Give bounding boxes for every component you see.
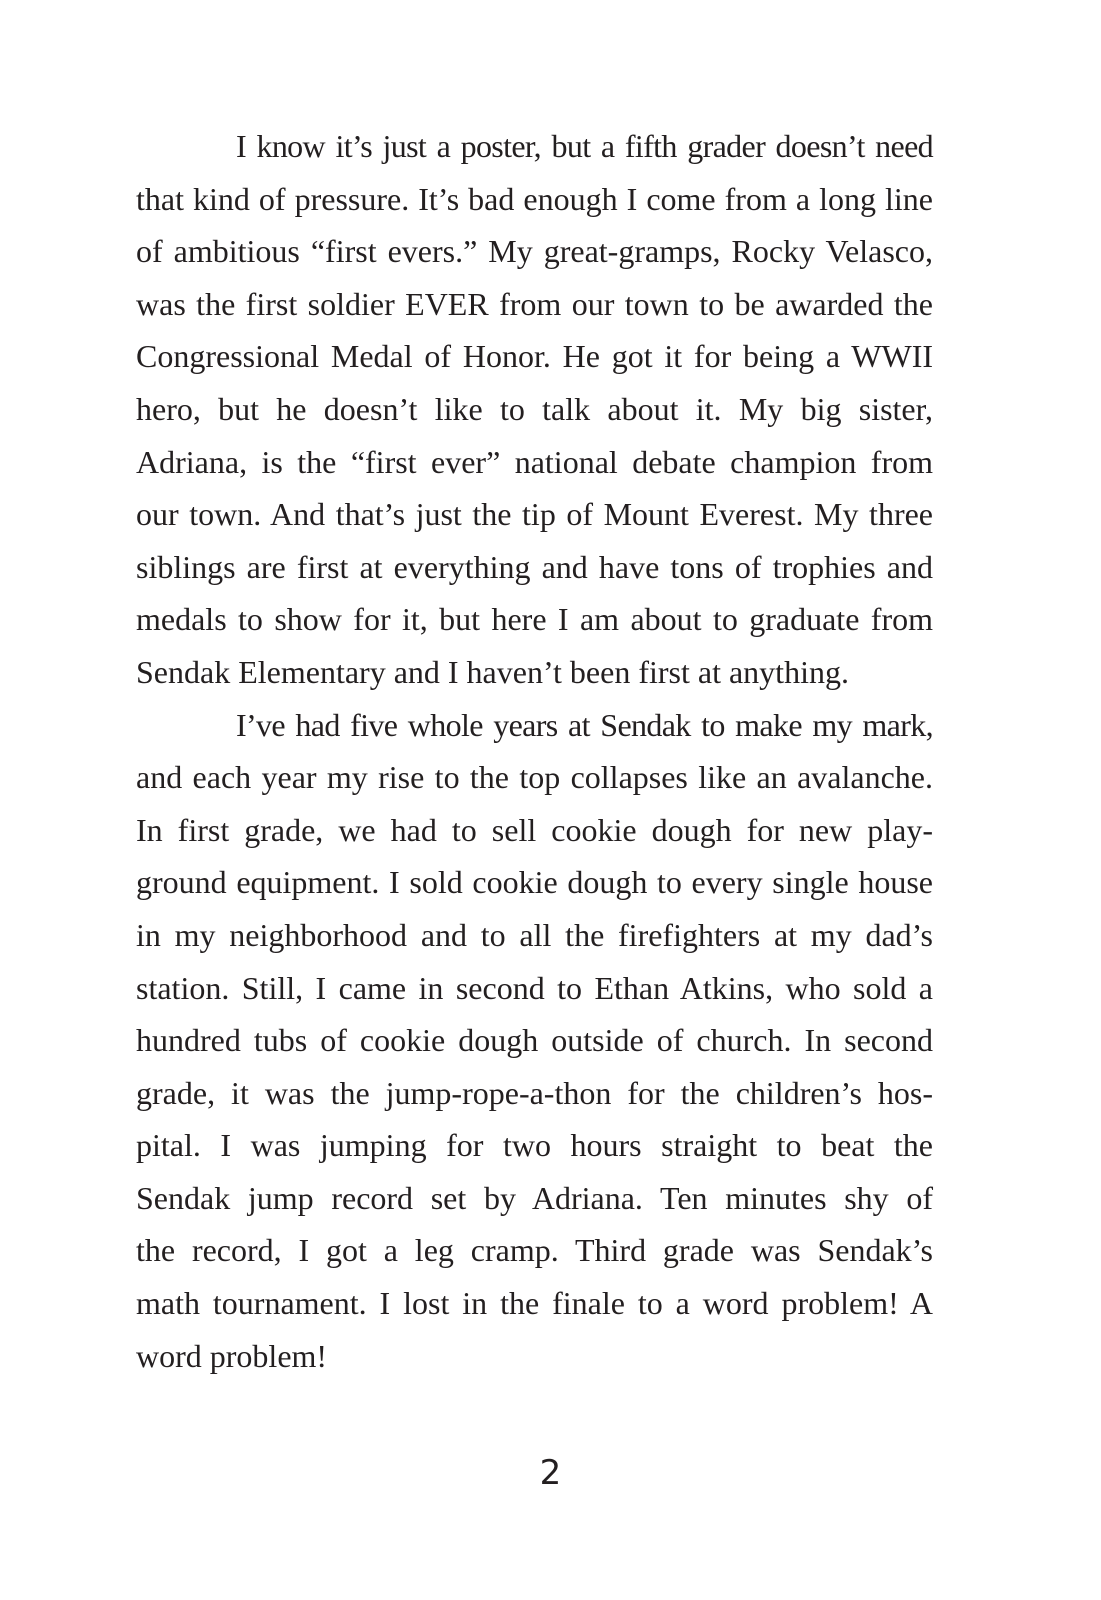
text-line: siblings are first at everything and have tons of trophies and bbox=[136, 548, 933, 585]
text-line: hero, but he doesn’t like to talk about it. My big sister, bbox=[136, 390, 933, 427]
text-line: our town. And that’s just the tip of Mount Everest. My three bbox=[136, 496, 933, 533]
text-line: in my neighborhood and to all the firefighters at my dad’s bbox=[136, 916, 933, 953]
text-line: word problem! bbox=[136, 1337, 328, 1374]
text-line: In first grade, we had to sell cookie dough for new play- bbox=[136, 811, 933, 848]
text-line: of ambitious “first evers.” My great-gramps, Rocky Velasco, bbox=[136, 233, 933, 270]
body-text bbox=[136, 120, 933, 1382]
text-line: I’ve had five whole years at Sendak to make my mark, bbox=[236, 706, 933, 743]
page-number: 2 bbox=[539, 1453, 562, 1493]
text-line: was the first soldier EVER from our town to be awarded the bbox=[136, 285, 933, 322]
paragraph-2 bbox=[136, 699, 933, 1383]
text-line: pital. I was jumping for two hours straight to beat the bbox=[136, 1127, 933, 1164]
text-line: medals to show for it, but here I am about to graduate from bbox=[136, 601, 933, 638]
text-line: math tournament. I lost in the finale to a word problem! A bbox=[136, 1285, 933, 1322]
text-line: and each year my rise to the top collapses like an avalanche. bbox=[136, 759, 933, 796]
paragraph-1 bbox=[136, 120, 933, 699]
text-line: that kind of pressure. It’s bad enough I come from a long line bbox=[136, 180, 933, 217]
text-line: Sendak jump record set by Adriana. Ten minutes shy of bbox=[136, 1179, 933, 1216]
text-line: Sendak Elementary and I haven’t been first at anything. bbox=[136, 653, 849, 690]
text-line: the record, I got a leg cramp. Third grade was Sendak’s bbox=[136, 1232, 933, 1269]
text-line: hundred tubs of cookie dough outside of church. In second bbox=[136, 1022, 933, 1059]
text-line: I know it’s just a poster, but a fifth grader doesn’t need bbox=[236, 128, 933, 164]
text-line: ground equipment. I sold cookie dough to every single house bbox=[136, 864, 933, 901]
text-line: station. Still, I came in second to Ethan Atkins, who sold a bbox=[136, 969, 933, 1006]
text-line: grade, it was the jump-rope-a-thon for the children’s hos- bbox=[136, 1074, 933, 1111]
text-line: Adriana, is the “first ever” national debate champion from bbox=[136, 443, 933, 480]
text-line: Congressional Medal of Honor. He got it for being a WWII bbox=[136, 338, 933, 375]
